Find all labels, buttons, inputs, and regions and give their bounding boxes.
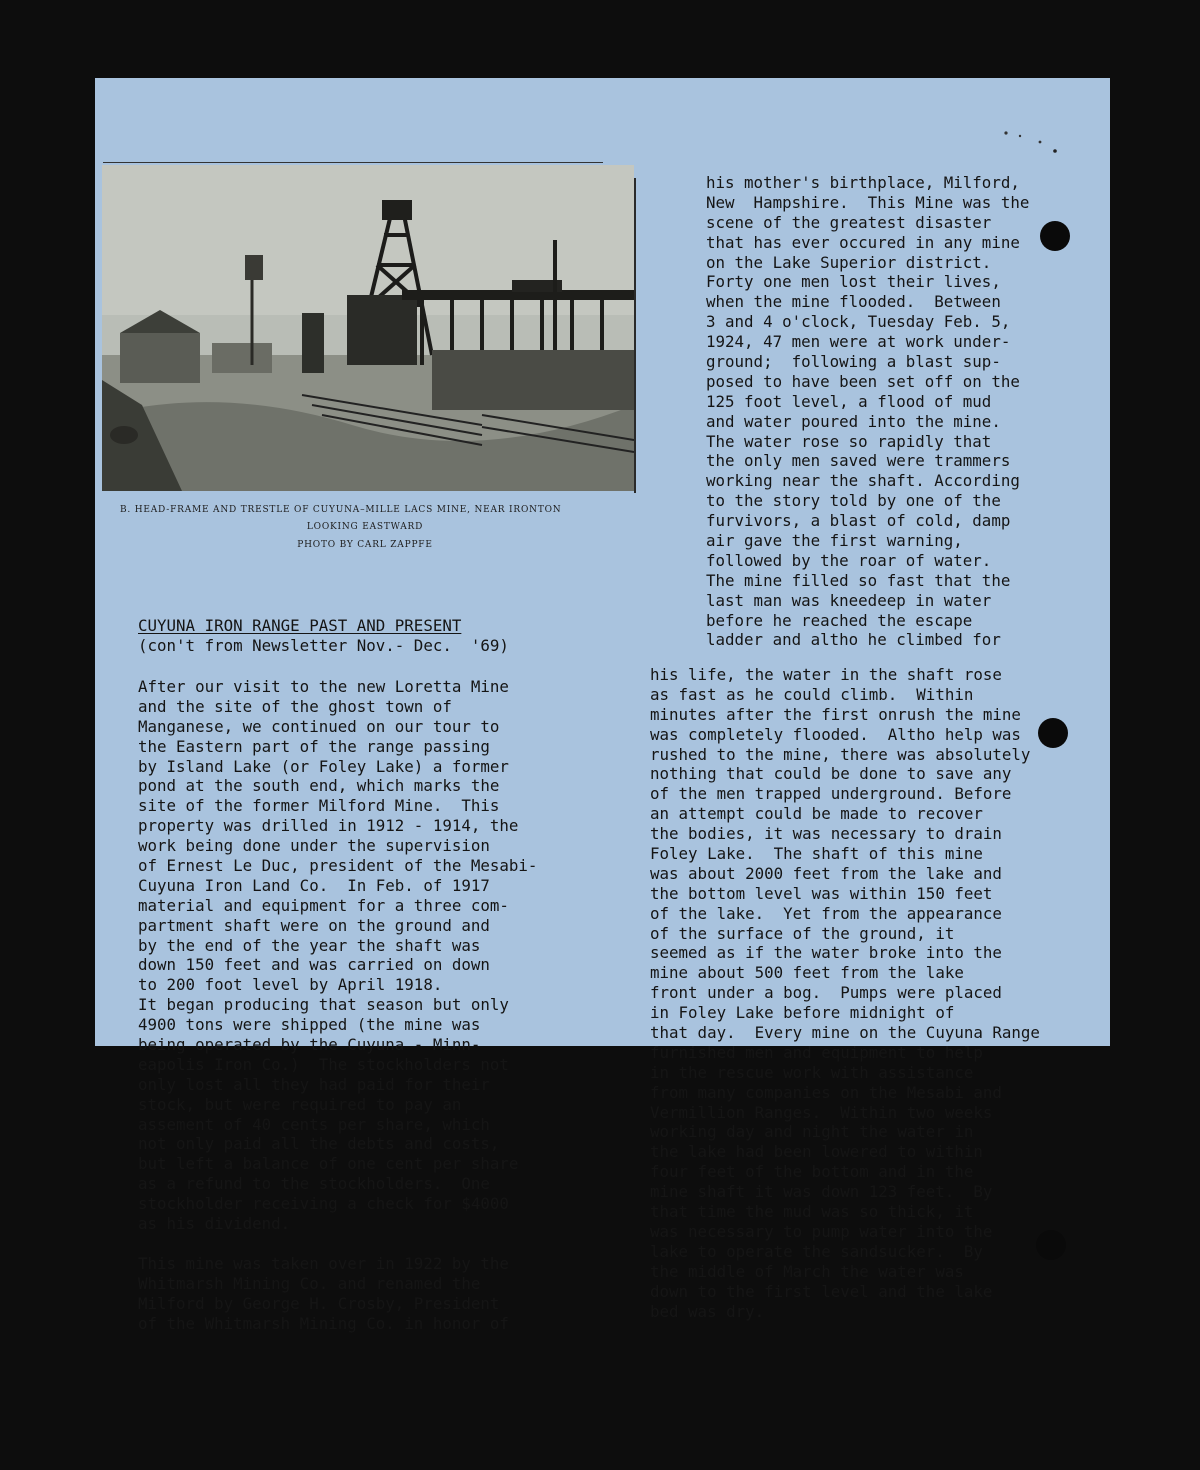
text-line: that time the mud was so thick, it — [650, 1202, 974, 1222]
text-line: that has ever occured in any mine — [706, 232, 1020, 252]
text-line: mine shaft it was down 123 feet. By — [650, 1182, 993, 1202]
text-line: Whitmarsh Mining Co. and renamed the — [138, 1273, 481, 1293]
text-line: to 200 foot level by April 1918. — [138, 975, 443, 995]
text-line: the bottom level was within 150 feet — [650, 883, 993, 903]
text-line: seemed as if the water broke into the — [650, 943, 1002, 963]
text-line: on the Lake Superior district. — [706, 252, 992, 272]
text-line: 3 and 4 o'clock, Tuesday Feb. 5, — [706, 312, 1011, 332]
text-line: his mother's birthplace, Milford, — [706, 173, 1020, 192]
text-line: by Island Lake (or Foley Lake) a former — [138, 756, 509, 776]
text-line: Foley Lake. The shaft of this mine — [650, 844, 983, 864]
article-subtitle: (con't from Newsletter Nov.- Dec. '69) — [138, 636, 509, 655]
text-line: in Foley Lake before midnight of — [650, 1003, 955, 1023]
text-line: from many companies on the Mesabi and — [650, 1082, 1002, 1102]
text-line: that day. Every mine on the Cuyuna Range — [650, 1023, 1040, 1043]
text-line: as his dividend. — [138, 1214, 291, 1234]
text-line: of the lake. Yet from the appearance — [650, 903, 1002, 923]
text-line: property was drilled in 1912 - 1914, the — [138, 816, 519, 836]
text-line: The water rose so rapidly that — [706, 431, 992, 451]
text-line: of the Whitmarsh Mining Co. in honor of — [138, 1313, 509, 1333]
text-line: in the rescue work with assistance — [650, 1062, 974, 1082]
text-line: not only paid all the debts and costs, — [138, 1134, 500, 1154]
text-line: front under a bog. Pumps were placed — [650, 983, 1002, 1003]
text-line: but left a balance of one cent per share — [138, 1154, 519, 1174]
text-line: stock, but were required to pay an — [138, 1094, 462, 1114]
text-line: Milford by George H. Crosby, President — [138, 1293, 500, 1313]
text-line: working near the shaft. According — [706, 471, 1020, 491]
text-line: minutes after the first onrush the mine — [650, 704, 1021, 724]
text-line: working day and night the water in — [650, 1122, 974, 1142]
text-line: assement of 40 cents per share, which — [138, 1114, 490, 1134]
text-line: Forty one men lost their lives, — [706, 272, 1001, 292]
text-line: lake to operate the sandsucker. By — [650, 1241, 983, 1261]
text-line: of the surface of the ground, it — [650, 923, 955, 943]
text-line: The mine filled so fast that the — [706, 570, 1011, 590]
text-line: 1924, 47 men were at work under- — [706, 332, 1011, 352]
text-line: four feet of the bottom and in the — [650, 1162, 974, 1182]
text-line: partment shaft were on the ground and — [138, 915, 490, 935]
punch-hole-top — [1040, 221, 1070, 251]
text-line: when the mine flooded. Between — [706, 292, 1001, 312]
text-line: was completely flooded. Altho help was — [650, 724, 1021, 744]
text-line: of the men trapped underground. Before — [650, 784, 1012, 804]
photo-caption-line-2: LOOKING EASTWARD — [306, 522, 424, 532]
punch-hole-bottom — [1036, 1230, 1066, 1260]
text-line: his life, the water in the shaft rose — [650, 665, 1002, 684]
text-line: posed to have been set off on the — [706, 371, 1020, 391]
headframe-photo — [102, 165, 634, 491]
top-rule — [103, 162, 603, 163]
text-line: followed by the roar of water. — [706, 550, 992, 570]
text-line: the only men saved were trammers — [706, 451, 1011, 471]
text-line: It began producing that season but only — [138, 995, 509, 1015]
text-line: mine about 500 feet from the lake — [650, 963, 964, 983]
text-line: 4900 tons were shipped (the mine was — [138, 1015, 481, 1035]
article-column-right-bottom — [650, 665, 1040, 1321]
text-line: material and equipment for a three com- — [138, 895, 509, 915]
text-line: site of the former Milford Mine. This — [138, 796, 500, 816]
text-line: This mine was taken over in 1922 by the — [138, 1253, 509, 1273]
text-line: last man was kneedeep in water — [706, 590, 992, 610]
text-line: the bodies, it was necessary to drain — [650, 824, 1002, 844]
text-line: and water poured into the mine. — [706, 411, 1001, 431]
text-line: an attempt could be made to recover — [650, 804, 983, 824]
article-column-right-top — [706, 173, 1029, 650]
text-line: furvivors, a blast of cold, damp — [706, 511, 1011, 531]
text-line: Manganese, we continued on our tour to — [138, 716, 500, 736]
text-line: the middle of March the water was — [650, 1261, 964, 1281]
text-line: air gave the first warning, — [706, 531, 963, 551]
text-line: ladder and altho he climbed for — [706, 630, 1001, 650]
photo-frame-line — [634, 178, 636, 493]
text-line: bed was dry. — [650, 1301, 765, 1321]
text-line: as fast as he could climb. Within — [650, 684, 974, 704]
text-line: pond at the south end, which marks the — [138, 776, 500, 796]
text-line: was about 2000 feet from the lake and — [650, 863, 1002, 883]
text-line: only lost all they had paid for their — [138, 1074, 490, 1094]
paper-specks — [1000, 128, 1060, 158]
text-line: of Ernest Le Duc, president of the Mesabi- — [138, 856, 538, 876]
text-line: Vermillion Ranges. Within two weeks — [650, 1102, 993, 1122]
text-line: before he reached the escape — [706, 610, 973, 630]
text-line: nothing that could be done to save any — [650, 764, 1012, 784]
text-line: was necessary to pump water into the — [650, 1221, 993, 1241]
photo-caption-line-3: PHOTO BY CARL ZAPPFE — [297, 540, 433, 550]
text-line: rushed to the mine, there was absolutely — [650, 744, 1031, 764]
text-line: to the story told by one of the — [706, 491, 1001, 511]
punch-hole-middle — [1038, 718, 1068, 748]
text-line: down 150 feet and was carried on down — [138, 955, 490, 975]
text-line: and the site of the ghost town of — [138, 696, 452, 716]
text-line: the lake had been lowered to within — [650, 1142, 983, 1162]
text-line: ground; following a blast sup- — [706, 352, 1001, 372]
text-line: eapolis Iron Co.) The stockholders not — [138, 1054, 509, 1074]
text-line: After our visit to the new Loretta Mine — [138, 677, 509, 696]
text-line: by the end of the year the shaft was — [138, 935, 481, 955]
text-line: 125 foot level, a flood of mud — [706, 391, 992, 411]
text-line — [138, 1234, 537, 1254]
article-title: CUYUNA IRON RANGE PAST AND PRESENT — [138, 616, 462, 635]
text-line: stockholder receiving a check for $4000 — [138, 1194, 509, 1214]
text-line: furnished men and equipment to help — [650, 1042, 983, 1062]
text-line: scene of the greatest disaster — [706, 212, 992, 232]
article-column-left — [138, 677, 537, 1333]
text-line: Cuyuna Iron Land Co. In Feb. of 1917 — [138, 875, 490, 895]
text-line: as a refund to the stockholders. One — [138, 1174, 490, 1194]
text-line: the Eastern part of the range passing — [138, 736, 490, 756]
text-line: New Hampshire. This Mine was the — [706, 192, 1030, 212]
text-line: work being done under the supervision — [138, 836, 490, 856]
text-line: being operated by the Cuyuna - Minn- — [138, 1035, 481, 1055]
text-line: down to the first level and the lake — [650, 1281, 993, 1301]
photo-caption-line-1: B. HEAD-FRAME AND TRESTLE OF CUYUNA–MILLE LACS MINE, NEAR IRONTON — [120, 505, 562, 515]
